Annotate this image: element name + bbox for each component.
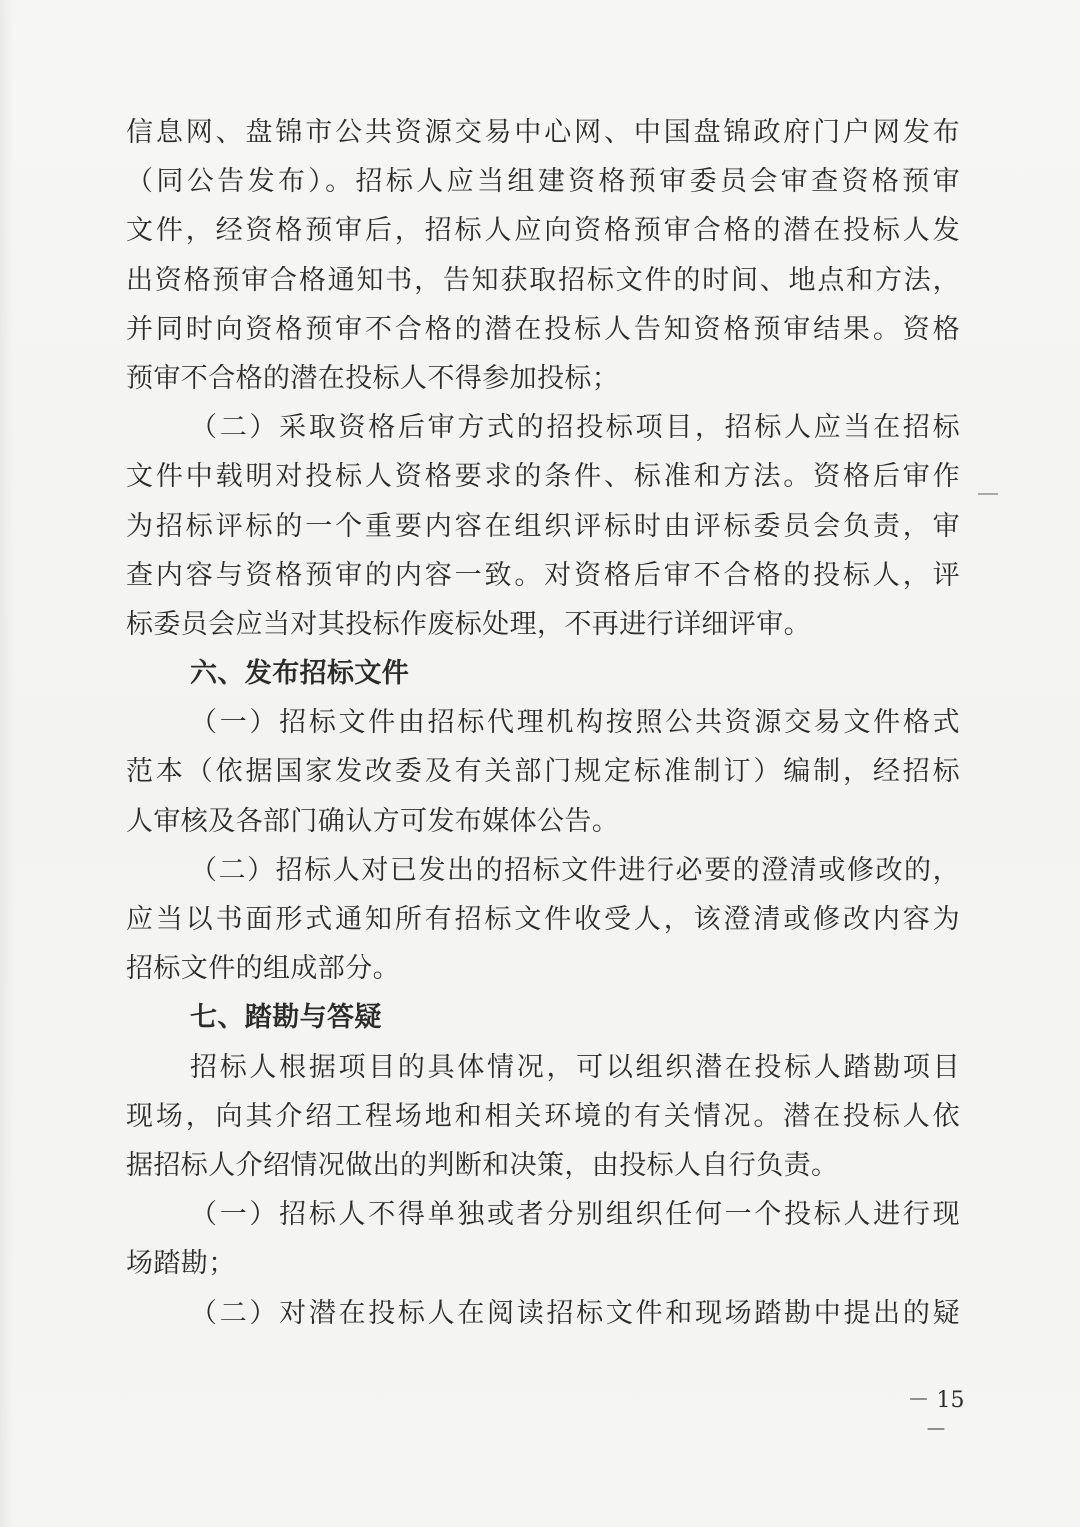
- text-line: 信息网、盘锦市公共资源交易中心网、中国盘锦政府门户网发布: [126, 117, 960, 148]
- section-heading-6: 六、发布招标文件: [190, 658, 410, 690]
- text-line: 文件，经资格预审后，招标人应向资格预审合格的潜在投标人发: [126, 215, 960, 247]
- text-line: 场踏勘；: [126, 1248, 236, 1280]
- text-line: 人审核及各部门确认方可发布媒体公告。: [126, 805, 620, 837]
- paragraph-start-line: （二）招标人对已发出的招标文件进行必要的澄清或修改的，: [190, 854, 960, 886]
- paragraph-start-line: （二）对潜在投标人在阅读招标文件和现场踏勘中提出的疑: [190, 1297, 960, 1329]
- text-line: 出资格预审合格通知书，告知获取招标文件的时间、地点和方法，: [126, 264, 960, 296]
- text-line: 为招标评标的一个重要内容在组织评标时由评标委员会负责，审: [126, 510, 960, 542]
- text-line: 应当以书面形式通知所有招标文件收受人，该澄清或修改内容为: [126, 904, 960, 935]
- paragraph-start-line: （一）招标文件由招标代理机构按照公共资源交易文件格式: [190, 707, 960, 739]
- text-line: 预审不合格的潜在投标人不得参加投标；: [126, 362, 620, 394]
- text-line: 现场，向其介绍工程场地和相关环境的有关情况。潜在投标人依: [126, 1100, 960, 1132]
- text-line: 查内容与资格预审的内容一致。对资格后审不合格的投标人，评: [126, 559, 960, 591]
- text-line: 文件中载明对投标人资格要求的条件、标准和方法。资格后审作: [126, 461, 960, 493]
- text-line: 标委员会应当对其投标作废标处理，不再进行详细评审。: [126, 608, 811, 640]
- section-heading-7: 七、踏勘与答疑: [190, 1002, 382, 1034]
- body-text: [126, 108, 960, 1338]
- text-line: 招标文件的组成部分。: [126, 953, 400, 985]
- text-line: （同公告发布）。招标人应当组建资格预审委员会审查资格预审: [126, 166, 960, 198]
- text-line: 并同时向资格预审不合格的潜在投标人告知资格预审结果。资格: [126, 313, 960, 345]
- text-line: 据招标人介绍情况做出的判断和决策，由投标人自行负责。: [126, 1149, 839, 1181]
- paragraph-start-line: （二）采取资格后审方式的招投标项目，招标人应当在招标: [190, 412, 960, 444]
- scan-artifact: [978, 493, 998, 495]
- text-line: 范本（依据国家发改委及有关部门规定标准制订）编制，经招标: [126, 756, 960, 788]
- paragraph-start-line: 招标人根据项目的具体情况，可以组织潜在投标人踏勘项目: [190, 1051, 960, 1083]
- page-number: － 15 －: [907, 1388, 965, 1443]
- paragraph-start-line: （一）招标人不得单独或者分别组织任何一个投标人进行现: [190, 1199, 960, 1231]
